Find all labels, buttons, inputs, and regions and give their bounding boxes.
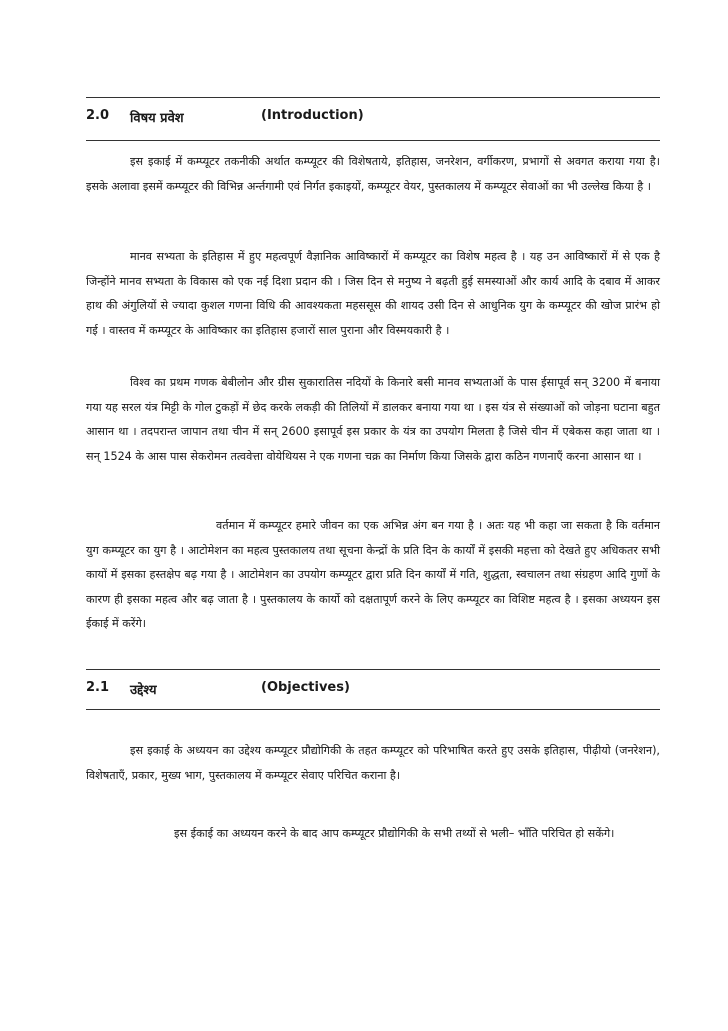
intro-paragraph-2: मानव सभ्यता के इतिहास में हुए महत्वपूर्ण वैज्ञानिक आविष्कारों में कम्प्यूटर का विशेष महत्व है । यह उन आविष्कारों में से एक है जिन्होंने मानव सभ्यता के विकास को एक नई दिशा प्रदान की । जिस दिन से मनुष्य ने बढ़ती हुई समस्याओं और कार्य आदि के दबाव में आकर हाथ की अंगुलियों से ज्यादा कुशल गणना विधि की आवश्यकता महससूस की शायद उसी दिन से आधुनिक युग के कम्प्यूटर की खोज प्रारंभ हो गई । वास्तव में कम्प्यूटर के आविष्कार का इतिहास हजारों साल पुराना और विस्मयकारी है । bbox=[86, 250, 660, 337]
section-title-english: (Introduction) bbox=[261, 108, 364, 123]
section-title-hindi: उद्देश्य bbox=[130, 683, 157, 698]
objectives-paragraph-1: इस इकाई के अध्ययन का उद्देश्य कम्प्यूटर प्रौद्योगिकी के तहत कम्प्यूटर को परिभाषित करते हुए उसके इतिहास, पीढ़ीयो (जनरेशन), विशेषताएँ, प्रकार, मुख्य भाग, पुस्तकालय में कम्प्यूटर सेवाए परिचित कराना है। bbox=[86, 744, 660, 782]
section-rule-bottom bbox=[86, 140, 660, 141]
section-number: 2.0 bbox=[86, 108, 110, 123]
objectives-paragraph-2: इस ईकाई का अध्ययन करने के बाद आप कम्प्यूटर प्रौद्योगिकी के सभी तथ्यों से भली– भाँति परिचित हो सकेंगे। bbox=[174, 827, 615, 840]
section-number: 2.1 bbox=[86, 680, 110, 695]
section-rule-bottom bbox=[86, 709, 660, 710]
intro-paragraph-1: इस इकाई में कम्प्यूटर तकनीकी अर्थात कम्प्यूटर की विशेषताये, इतिहास, जनरेशन, वर्गीकरण, प्रभागों से अवगत कराया गया है। इसके अलावा इसमें कम्प्यूटर की विभिन्न अर्न्तगामी एवं निर्गत इकाइयों, कम्प्यूटर वेयर, पुस्तकालय में कम्प्यूटर सेवाओं का भी उल्लेख किया है । bbox=[86, 155, 660, 193]
section-rule-top bbox=[86, 97, 660, 98]
section-heading-introduction bbox=[86, 108, 660, 130]
section-rule-top bbox=[86, 669, 660, 670]
intro-paragraph-4: वर्तमान में कम्प्यूटर हमारे जीवन का एक अभिन्न अंग बन गया है । अतः यह भी कहा जा सकता है कि वर्तमान युग कम्प्यूटर का युग है । आटोमेशन का महत्व पुस्तकालय तथा सूचना केन्द्रों के प्रति दिन के कार्यों में इसकी महत्ता को देखते हुए अधिकतर सभी कायों में इसका हस्तक्षेप बढ़ गया है । आटोमेशन का उपयोग कम्प्यूटर द्वारा प्रति दिन कार्यों में गति, शुद्धता, स्वचालन तथा संग्रहण आदि गुणों के कारण ही इसका महत्व और बढ़ जाता है । पुस्तकालय के कार्यो को दक्षतापूर्ण करने के लिए कम्प्यूटर का विशिष्ट महत्व है । इसका अध्ययन इस ईकाई में करेंगे। bbox=[86, 519, 660, 630]
section-heading-objectives bbox=[86, 680, 660, 702]
section-title-english: (Objectives) bbox=[261, 680, 350, 695]
section-title-hindi: विषय प्रवेश bbox=[130, 111, 184, 126]
intro-paragraph-3: विश्व का प्रथम गणक बेबीलोन और ग्रीस सुकारातिस नदियों के किनारे बसी मानव सभ्यताओं के पास ईसापूर्व सन् 3200 में बनाया गया यह सरल यंत्र मिट्टी के गोल टुकड़ों में छेद करके लकड़ी की तिलियों में डालकर बनाया गया था । इस यंत्र से संख्याओं को जोड़ना घटाना बहुत आसान था । तदपरान्त जापान तथा चीन में सन् 2600 इसापूर्व इस प्रकार के यंत्र का उपयोग मिलता है जिसे चीन में एबेकस कहा जाता था । सन् 1524 के आस पास सेकरोमन तत्ववेत्ता वोयेथियस ने एक गणना चक्र का निर्माण किया जिसके द्वारा कठिन गणनाएँ करना आसान था । bbox=[86, 376, 660, 463]
